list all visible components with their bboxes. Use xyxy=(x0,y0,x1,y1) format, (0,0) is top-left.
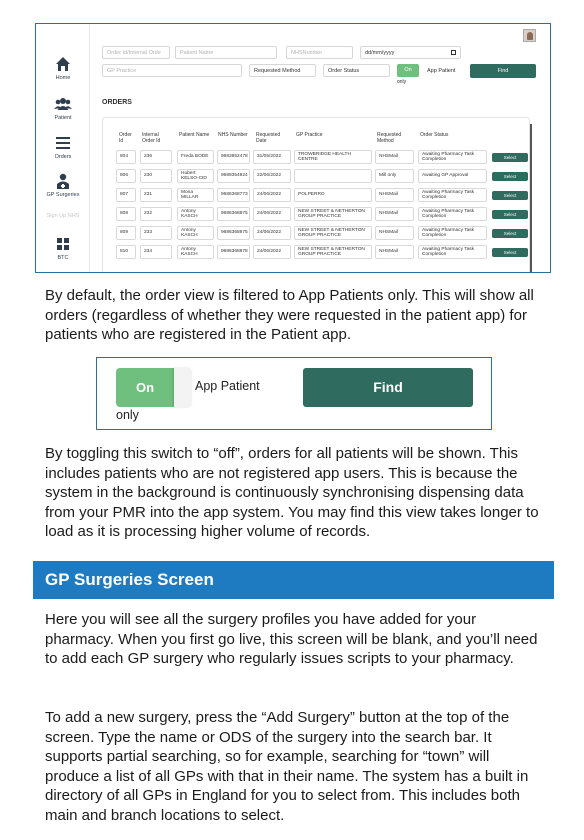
app-patient-label: App Patient xyxy=(427,68,456,74)
sidebar-item-label: Sign Up NHS xyxy=(46,213,80,219)
sidebar-item-sign-up[interactable] xyxy=(36,213,90,219)
column-header: Requested Date xyxy=(256,132,281,144)
paragraph-default-filter: By default, the order view is filtered to App Patients only. This will show all orders (regardless of whether they were requested in the patient app) for patients who are registered in the Patient app. xyxy=(45,287,534,344)
table-cell: Hubert KELSO-CID xyxy=(177,169,214,183)
table-cell: 809 xyxy=(116,226,136,240)
sidebar xyxy=(36,24,90,272)
only-label: only xyxy=(397,79,407,85)
table-cell: 24/06/2022 xyxy=(253,207,291,221)
table-cell: 24/06/2022 xyxy=(253,226,291,240)
table-cell: Antony KASCH xyxy=(177,245,214,259)
only-label: only xyxy=(116,408,139,422)
table-cell: NHSMail xyxy=(375,207,414,221)
select-button[interactable]: Select xyxy=(492,229,528,238)
table-cell: 807 xyxy=(116,188,136,202)
table-cell: 22/06/2022 xyxy=(253,169,291,183)
table-scrollbar[interactable] xyxy=(530,124,532,273)
order-status-select[interactable]: Order Status xyxy=(323,64,390,77)
toggle-on-label: On xyxy=(116,368,174,407)
home-icon xyxy=(54,55,72,73)
table-cell: Awaiting Pharmacy Task Completion xyxy=(418,188,487,202)
select-button[interactable]: Select xyxy=(492,210,528,219)
orders-title: ORDERS xyxy=(102,99,132,106)
sidebar-item-label: Orders xyxy=(54,154,72,160)
table-cell: NHSMail xyxy=(375,188,414,202)
table-cell: Awaiting Pharmacy Task Completion xyxy=(418,245,487,259)
table-cell: 234 xyxy=(140,245,172,259)
column-header: Order Id xyxy=(119,132,132,144)
paragraph-add-surgery: To add a new surgery, press the “Add Surgery” button at the top of the screen. Type the name or ODS of the surgery into the search bar. It supports partial searching, so for example, searching for “town” will produce a list of all GPs with that in their name. The system has a built in directory of all GPs in England for you to select from. This includes both main and branch locations to select. xyxy=(45,709,529,824)
table-cell: Awaiting Pharmacy Task Completion xyxy=(418,150,487,164)
table-cell: Awaiting Pharmacy Task Completion xyxy=(418,207,487,221)
table-cell: 232 xyxy=(140,207,172,221)
toggle-knob xyxy=(174,368,192,407)
column-header: Order Status xyxy=(420,132,449,138)
sidebar-item-patient[interactable] xyxy=(36,95,90,121)
table-cell: 24/06/2022 xyxy=(253,188,291,202)
section-header xyxy=(33,561,554,599)
column-header: Requested Method xyxy=(377,132,402,144)
table-cell: 9686368875 xyxy=(217,226,250,240)
app-patient-label: App Patient xyxy=(195,379,260,393)
patients-icon xyxy=(54,95,72,113)
table-cell: 236 xyxy=(140,150,172,164)
table-cell: Awaiting GP Approval xyxy=(418,169,487,183)
table-cell: 233 xyxy=(140,226,172,240)
table-cell: NEW STREET & NETHERTON GROUP PRACTICE xyxy=(294,226,372,240)
table-cell: Mill only xyxy=(375,169,414,183)
app-patient-toggle[interactable]: On xyxy=(397,64,419,77)
table-cell: NEW STREET & NETHERTON GROUP PRACTICE xyxy=(294,207,372,221)
sidebar-item-btc[interactable] xyxy=(36,235,90,261)
column-header: Patient Name xyxy=(179,132,210,138)
column-header: GP Practice xyxy=(296,132,323,138)
select-button[interactable]: Select xyxy=(492,191,528,200)
table-cell: Antony KASCH xyxy=(177,226,214,240)
sidebar-item-label: Home xyxy=(55,75,71,81)
table-cell: 9686368878 xyxy=(217,245,250,259)
sidebar-item-orders[interactable] xyxy=(36,134,90,160)
table-cell: NHSMail xyxy=(375,226,414,240)
section-title: GP Surgeries Screen xyxy=(45,570,214,589)
requested-method-select[interactable]: Requested Method xyxy=(249,64,316,77)
btc-icon xyxy=(54,235,72,253)
table-cell: 31/05/2022 xyxy=(253,150,291,164)
sidebar-item-label: GP Surgeries xyxy=(46,192,80,198)
table-cell xyxy=(294,169,372,183)
table-cell: 808 xyxy=(116,207,136,221)
table-cell: Mona MILLAR xyxy=(177,188,214,202)
select-button[interactable]: Select xyxy=(492,153,528,162)
orders-icon xyxy=(54,134,72,152)
table-cell: 9686368773 xyxy=(217,188,250,202)
table-cell: 230 xyxy=(140,169,172,183)
paragraph-toggle-off: By toggling this switch to “off”, orders for all patients will be shown. This includes patients who are not registered app users. This is because the system in the background is continuously synchronising dispensing data from your PMR into the app system. You may find this view takes longer to load as it is processing higher volume of records. xyxy=(45,445,539,541)
find-button[interactable]: Find xyxy=(470,64,536,78)
table-cell: 9689354924 xyxy=(217,169,250,183)
select-button[interactable]: Select xyxy=(492,248,528,257)
sidebar-item-label: BTC xyxy=(57,255,69,261)
paragraph-gp-surgeries-intro: Here you will see all the surgery profiles you have added for your pharmacy. When you first go live, this screen will be blank, and you’ll need to add each GP surgery who regularly issues scripts to your pharmacy. xyxy=(45,611,538,668)
gp-surgeries-icon xyxy=(54,172,72,190)
calendar-icon xyxy=(451,50,456,55)
column-header: NHS Number xyxy=(218,132,248,138)
sidebar-item-gp-surgeries[interactable] xyxy=(36,172,90,198)
table-cell: 810 xyxy=(116,245,136,259)
column-header: Internal Order Id xyxy=(142,132,161,144)
table-cell: Antony KASCH xyxy=(177,207,214,221)
sidebar-item-home[interactable] xyxy=(36,55,90,81)
table-cell: POLPERRO xyxy=(294,188,372,202)
nhs-number-filter[interactable]: NHSNumber xyxy=(286,46,353,59)
select-button[interactable]: Select xyxy=(492,172,528,181)
toggle-screenshot xyxy=(96,357,492,430)
table-cell: Awaiting Pharmacy Task Completion xyxy=(418,226,487,240)
table-cell: TROWBRIDGE HEALTH CENTRE xyxy=(294,150,372,164)
table-cell: NEW STREET & NETHERTON GROUP PRACTICE xyxy=(294,245,372,259)
orders-screenshot xyxy=(35,23,551,273)
find-button-large[interactable]: Find xyxy=(303,368,473,407)
table-cell: NHSMail xyxy=(375,245,414,259)
date-placeholder: dd/mm/yyyy xyxy=(365,50,395,56)
patient-name-filter[interactable]: Patient Name xyxy=(175,46,277,59)
gp-practice-filter[interactable]: GP Practice xyxy=(102,64,242,77)
order-id-filter[interactable]: Order Id/Internal Orde xyxy=(102,46,170,59)
table-cell: 9683852478 xyxy=(217,150,250,164)
sidebar-item-label: Patient xyxy=(54,115,72,121)
table-cell: 231 xyxy=(140,188,172,202)
table-cell: 24/06/2022 xyxy=(253,245,291,259)
table-cell: 9686368875 xyxy=(217,207,250,221)
date-filter[interactable] xyxy=(360,46,461,59)
app-patient-toggle-large[interactable] xyxy=(116,368,192,407)
table-cell: 806 xyxy=(116,169,136,183)
table-cell: Freda BODE xyxy=(177,150,214,164)
user-avatar[interactable] xyxy=(523,29,536,42)
table-cell: NHSMail xyxy=(375,150,414,164)
table-cell: 804 xyxy=(116,150,136,164)
